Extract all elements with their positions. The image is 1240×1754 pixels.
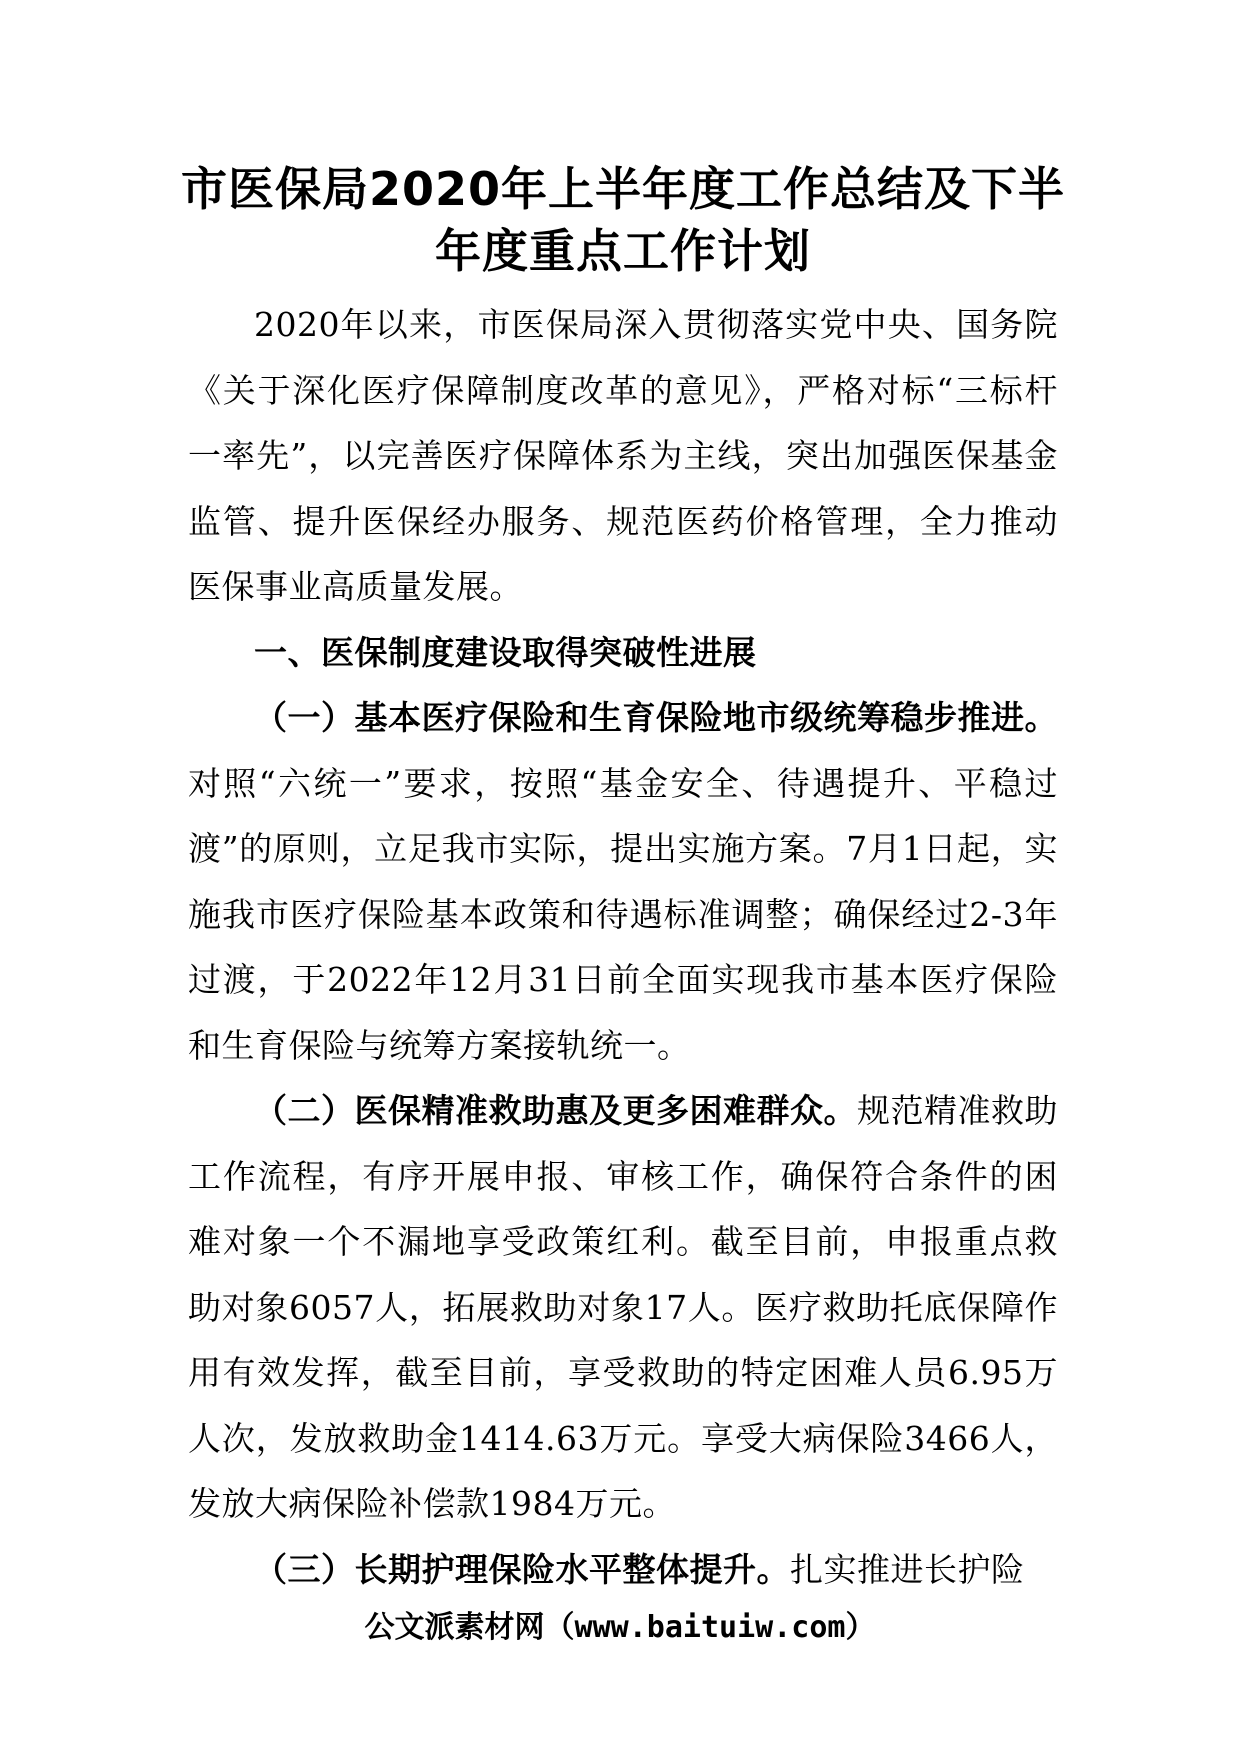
- item-1-lead: （一）基本医疗保险和生育保险地市级统筹稳步推进。: [254, 698, 1058, 737]
- item-3-paragraph: [188, 1537, 1058, 1603]
- footer-url: www.baituiw.com: [574, 1610, 846, 1645]
- item-1-paragraph: [188, 685, 1058, 1078]
- section-heading-1: 一、医保制度建设取得突破性进展: [254, 632, 757, 672]
- item-3-lead: （三）长期护理保险水平整体提升。: [254, 1549, 790, 1589]
- item-2-lead: （二）医保精准救助惠及更多困难群众。: [254, 1091, 857, 1130]
- footer-site-name: 公文派素材网（: [364, 1610, 575, 1645]
- item-1-text: 对照“六统一”要求，按照“基金安全、待遇提升、平稳过渡”的原则，立足我市实际，提出实施方案。7月1日起，实施我市医疗保险基本政策和待遇标准调整；确保经过2-3年过渡，于2022年12月31日前全面实现我市基本医疗保险和生育保险与统筹方案接轨统一。: [188, 763, 1058, 1065]
- intro-paragraph: 2020年以来，市医保局深入贯彻落实党中央、国务院《关于深化医疗保障制度改革的意见》，严格对标“三标杆一率先”，以完善医疗保障体系为主线，突出加强医保基金监管、提升医保经办服务、规范医药价格管理，全力推动医保事业高质量发展。: [188, 305, 1058, 606]
- footer-close: ）: [845, 1610, 876, 1645]
- document-title: 市医保局2020年上半年度工作总结及下半年度重点工作计划: [180, 162, 1066, 278]
- item-2-paragraph: [188, 1078, 1058, 1537]
- item-2-text: 规范精准救助工作流程，有序开展申报、审核工作，确保符合条件的困难对象一个不漏地享受政策红利。截至目前，申报重点救助对象6057人，拓展救助对象17人。医疗救助托底保障作用有效发挥，截至目前，享受救助的特定困难人员6.95万人次，发放救助金1414.63万元。享受大病保险3466人，发放大病保险补偿款1984万元。: [188, 1091, 1058, 1523]
- footer-watermark: [0, 1608, 1240, 1648]
- document-body: [188, 292, 1058, 1602]
- item-3-text: 扎实推进长护险: [790, 1549, 1025, 1589]
